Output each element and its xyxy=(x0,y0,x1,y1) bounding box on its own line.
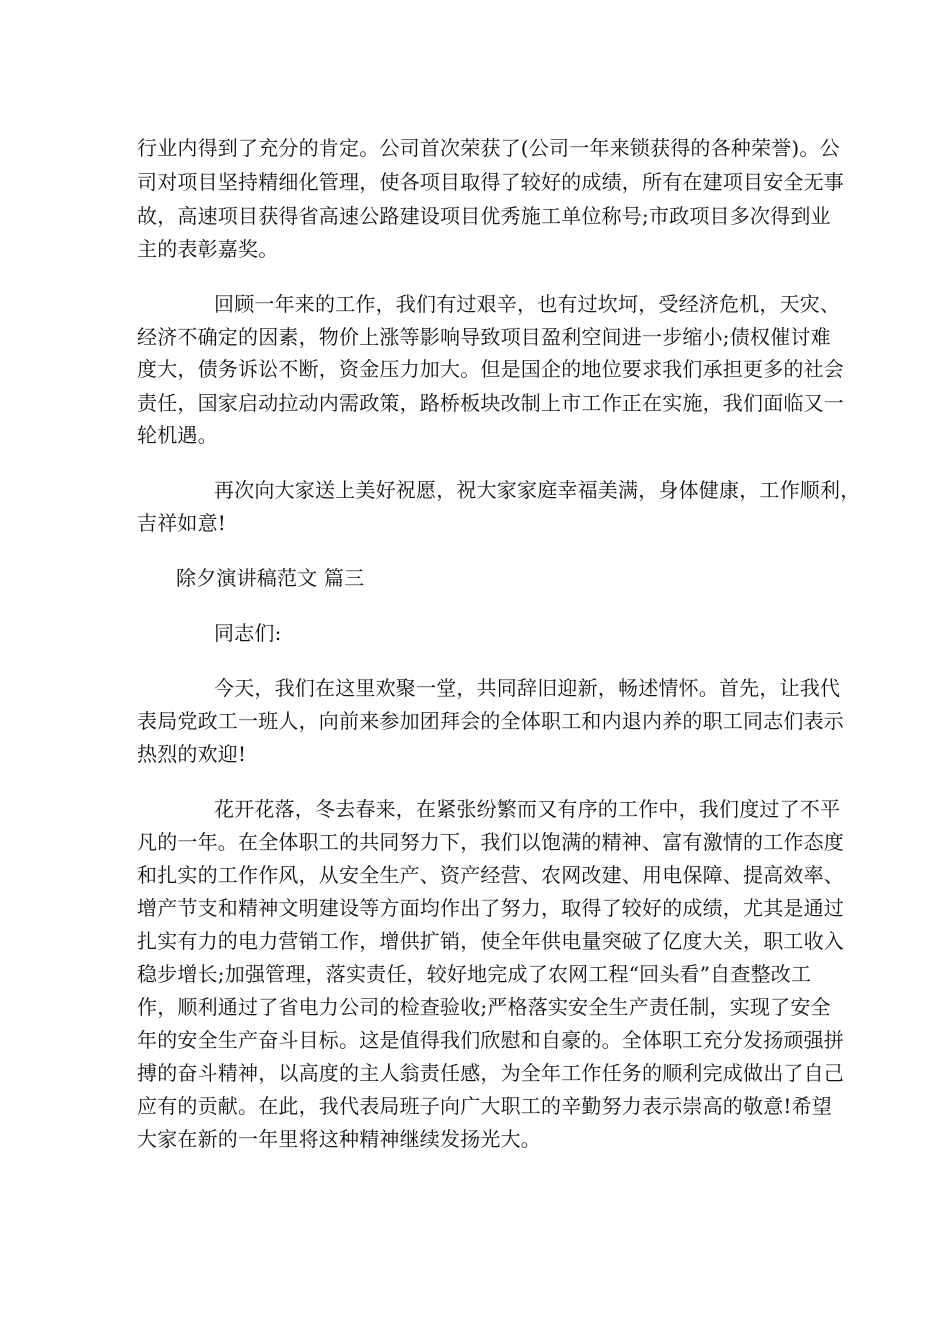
paragraph-line: 表局党政工一班人，向前来参加团拜会的全体职工和内退内养的职工同志们表示 xyxy=(137,709,844,733)
paragraph-line: 吉祥如意! xyxy=(137,511,227,535)
paragraph-line: 和扎实的工作作风，从安全生产、资产经营、农网改建、用电保障、提高效率、 xyxy=(137,863,844,887)
salutation: 同志们: xyxy=(214,621,282,645)
paragraph-line: 再次向大家送上美好祝愿，祝大家家庭幸福美满，身体健康，工作顺利， xyxy=(214,478,861,502)
paragraph-line: 凡的一年。在全体职工的共同努力下，我们以饱满的精神、富有激情的工作态度 xyxy=(137,830,844,854)
paragraph-line: 主的表彰嘉奖。 xyxy=(137,237,279,261)
paragraph-line: 回顾一年来的工作，我们有过艰辛，也有过坎坷，受经济危机，天灾、 xyxy=(214,292,841,316)
paragraph-line: 扎实有力的电力营销工作，增供扩销，使全年供电量突破了亿度大关，职工收入 xyxy=(137,929,844,953)
paragraph-line: 轮机遇。 xyxy=(137,423,218,447)
paragraph-line: 搏的奋斗精神，以高度的主人翁责任感，为全年工作任务的顺利完成做出了自己 xyxy=(137,1061,844,1085)
paragraph-line: 年的安全生产奋斗目标。这是值得我们欣慰和自豪的。全体职工充分发扬顽强拼 xyxy=(137,1028,844,1052)
paragraph-line: 度大，债务诉讼不断，资金压力加大。但是国企的地位要求我们承担更多的社会 xyxy=(137,357,844,381)
paragraph-line: 应有的贡献。在此，我代表局班子向广大职工的辛勤努力表示崇高的敬意!希望 xyxy=(137,1094,833,1118)
paragraph-line: 作，顺利通过了省电力公司的检查验收;严格落实安全生产责任制，实现了安全 xyxy=(137,995,831,1019)
paragraph-line: 行业内得到了充分的肯定。公司首次荣获了(公司一年来锁获得的各种荣誉)。公 xyxy=(137,136,840,160)
paragraph-line: 热烈的欢迎! xyxy=(137,742,247,766)
paragraph-line: 责任，国家启动拉动内需政策，路桥板块改制上市工作正在实施，我们面临又一 xyxy=(137,391,844,415)
paragraph-line: 花开花落，冬去春来，在紧张纷繁而又有序的工作中，我们度过了不平 xyxy=(214,797,841,821)
paragraph-line: 今天，我们在这里欢聚一堂，共同辞旧迎新，畅述情怀。首先，让我代 xyxy=(214,676,841,700)
paragraph-line: 司对项目坚持精细化管理，使各项目取得了较好的成绩，所有在建项目安全无事 xyxy=(137,170,844,194)
paragraph-line: 大家在新的一年里将这种精神继续发扬光大。 xyxy=(137,1127,541,1151)
section-heading: 除夕演讲稿范文 篇三 xyxy=(176,566,365,590)
paragraph-line: 增产节支和精神文明建设等方面均作出了努力，取得了较好的成绩，尤其是通过 xyxy=(137,896,844,920)
paragraph-line: 经济不确定的因素，物价上涨等影响导致项目盈利空间进一步缩小;债权催讨难 xyxy=(137,325,831,349)
paragraph-line: 稳步增长;加强管理，落实责任，较好地完成了农网工程“回头看”自查整改工 xyxy=(137,962,812,986)
paragraph-line: 故，高速项目获得省高速公路建设项目优秀施工单位称号;市政项目多次得到业 xyxy=(137,204,831,228)
